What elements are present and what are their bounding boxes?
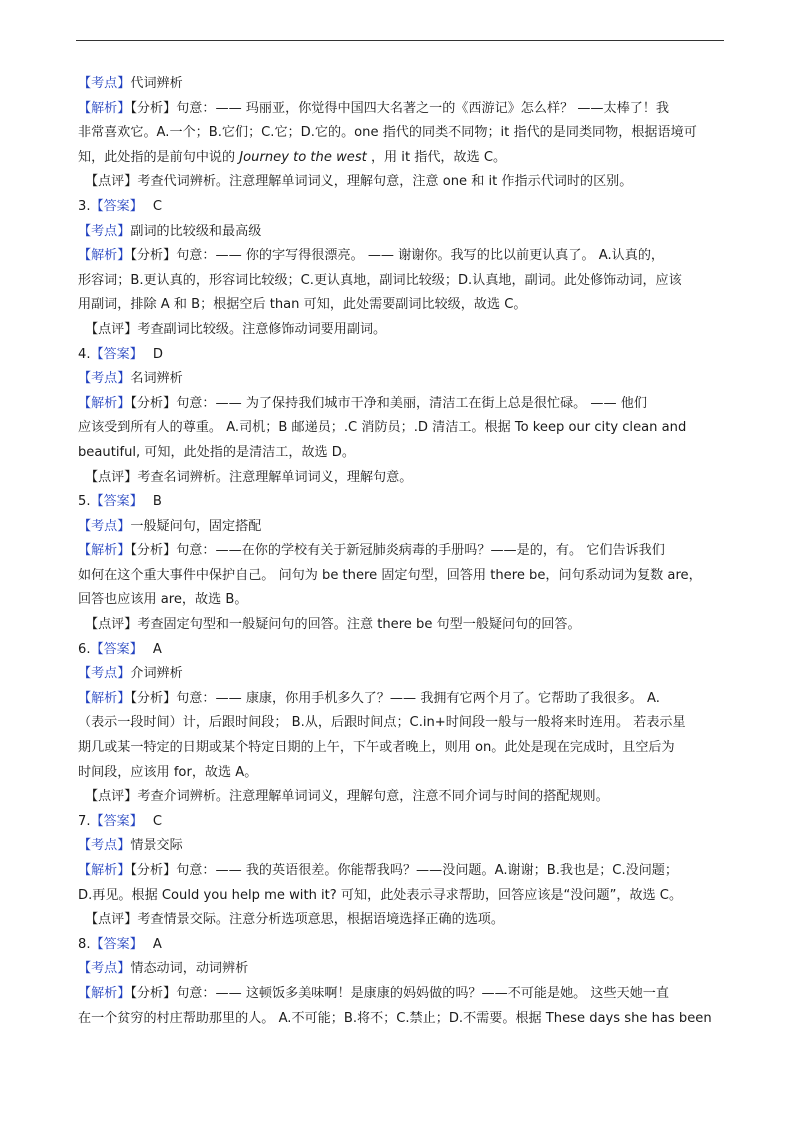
answer-explanations xyxy=(78,72,723,1031)
text-line xyxy=(78,564,723,589)
line-text: 非常喜欢它。A.一个；B.它们；C.它；D.它的。one 指代的同类不同物；it 指代的是同类同物，根据语境可 xyxy=(78,125,697,141)
question-number: 6. xyxy=(78,641,91,657)
line-text: 【点评】考查介词辨析。注意理解单词词义，理解句意，注意不同介词与时间的搭配规则。 xyxy=(85,789,609,805)
line-text: 知，此处指的是前句中说的 xyxy=(78,149,240,165)
text-line xyxy=(78,72,723,97)
question-number: 7. xyxy=(78,813,91,829)
text-line xyxy=(78,97,723,122)
text-line xyxy=(78,416,723,441)
text-line xyxy=(78,195,723,220)
section-tag: 【考点】 xyxy=(78,76,131,91)
line-text: （表示一段时间）计，后跟时间段； B.从，后跟时间点；C.in+时间段一般与一般将来时连用。 若表示星 xyxy=(78,715,686,731)
section-tag: 【考点】 xyxy=(78,223,131,239)
text-line xyxy=(78,269,723,294)
text-line xyxy=(78,121,723,146)
section-tag: 【解析】 xyxy=(78,985,131,1001)
section-tag: 【考点】 xyxy=(78,371,131,387)
text-line xyxy=(78,834,723,859)
text-line xyxy=(78,1007,723,1032)
text-line xyxy=(78,761,723,786)
section-tag: 【答案】 xyxy=(90,641,143,657)
line-text: 用副词，排除 A 和 B；根据空后 than 可知，此处需要副词比较级，故选 C。 xyxy=(78,297,527,313)
section-tag: 【解析】 xyxy=(78,395,131,411)
line-text: 【分析】句意：—— 康康，你用手机多久了？—— 我拥有它两个月了。它帮助了我很多。 A. xyxy=(130,690,660,706)
section-tag: 【答案】 xyxy=(90,936,143,952)
text-line xyxy=(78,318,723,343)
header-rule xyxy=(76,40,724,41)
line-text: 【点评】考查代词辨析。注意理解单词词义，理解句意，注意 one 和 it 作指示代词时的区别。 xyxy=(85,174,633,190)
text-line xyxy=(78,957,723,982)
text-line xyxy=(78,146,723,171)
section-tag: 【解析】 xyxy=(78,543,131,559)
text-line xyxy=(78,884,723,909)
answer-value: A xyxy=(152,936,162,952)
line-text: 【点评】考查副词比较级。注意修饰动词要用副词。 xyxy=(85,321,387,337)
text-line xyxy=(78,908,723,933)
line-text: 【分析】句意：—— 你的字写得很漂亮。 —— 谢谢你。我写的比以前更认真了。 A.认真的， xyxy=(130,248,665,264)
text-line xyxy=(78,367,723,392)
answer-value: D xyxy=(152,346,163,362)
line-text: 如何在这个重大事件中保护自己。 问句为 be there 固定句型，回答用 there be，问句系动词为复数 are， xyxy=(78,567,702,583)
text-line xyxy=(78,982,723,1007)
text-line xyxy=(78,588,723,613)
section-tag: 【考点】 xyxy=(78,838,131,854)
text-line xyxy=(78,392,723,417)
line-text: 【分析】句意：—— 我的英语很差。你能帮我吗？——没问题。A.谢谢；B.我也是；C.没问题； xyxy=(130,863,678,878)
line-text: 期几或某一特定的日期或某个特定日期的上午，下午或者晚上，则用 on。此处是现在完成时，且空后为 xyxy=(78,740,675,756)
question-number: 8. xyxy=(78,936,91,952)
section-tag: 【解析】 xyxy=(78,863,131,878)
text-line xyxy=(78,343,723,368)
text-line xyxy=(78,785,723,810)
text-line xyxy=(78,466,723,491)
section-tag: 【考点】 xyxy=(78,518,131,534)
question-number: 5. xyxy=(78,494,91,510)
line-text: 回答也应该用 are，故选 B。 xyxy=(78,592,248,608)
section-tag: 【答案】 xyxy=(90,813,143,829)
answer-value: A xyxy=(152,641,162,657)
section-tag: 【解析】 xyxy=(78,248,131,264)
line-text-tail: ，用 it 指代，故选 C。 xyxy=(366,149,507,165)
text-line xyxy=(78,441,723,466)
answer-value: B xyxy=(152,494,162,510)
line-text: 时间段，应该用 for，故选 A。 xyxy=(78,764,258,780)
line-text: D.再见。根据 Could you help me with it? 可知，此处表示寻求帮助，回答应该是“没问题”，故选 C。 xyxy=(78,887,683,903)
text-line xyxy=(78,687,723,712)
section-tag: 【答案】 xyxy=(90,198,143,214)
line-text: 副词的比较级和最高级 xyxy=(130,223,262,239)
text-line xyxy=(78,515,723,540)
line-text: 一般疑问句，固定搭配 xyxy=(130,518,262,534)
text-line xyxy=(78,220,723,245)
book-title: Journey to the west xyxy=(239,149,367,165)
line-text: 在一个贫穷的村庄帮助那里的人。 A.不可能；B.将不；C.禁止；D.不需要。根据 These days she has been xyxy=(78,1010,712,1026)
line-text: 情态动词，动词辨析 xyxy=(130,961,249,977)
text-line xyxy=(78,170,723,195)
line-text: 【分析】句意：—— 这顿饭多美味啊！是康康的妈妈做的吗？——不可能是她。 这些天她一直 xyxy=(130,985,669,1001)
section-tag: 【解析】 xyxy=(78,100,131,116)
text-line xyxy=(78,613,723,638)
line-text: beautiful, 可知，此处指的是清洁工，故选 D。 xyxy=(78,444,355,460)
line-text: 【点评】考查情景交际。注意分析选项意思，根据语境选择正确的选项。 xyxy=(85,912,504,928)
text-line xyxy=(78,539,723,564)
text-line xyxy=(78,662,723,687)
text-line xyxy=(78,810,723,835)
line-text: 名词辨析 xyxy=(130,371,183,387)
section-tag: 【考点】 xyxy=(78,961,131,977)
section-tag: 【考点】 xyxy=(78,666,131,682)
line-text: 形容词；B.更认真的，形容词比较级；C.更认真地，副词比较级；D.认真地，副词。此处修饰动词，应该 xyxy=(78,272,682,288)
section-tag: 【答案】 xyxy=(90,346,143,362)
line-text: 【分析】句意：—— 为了保持我们城市干净和美丽，清洁工在街上总是很忙碌。 —— 他们 xyxy=(130,395,647,411)
line-text: 介词辨析 xyxy=(130,666,183,682)
line-text: 代词辨析 xyxy=(130,76,183,91)
text-line xyxy=(78,490,723,515)
question-number: 3. xyxy=(78,198,91,214)
text-line xyxy=(78,736,723,761)
text-line xyxy=(78,859,723,884)
section-tag: 【解析】 xyxy=(78,690,131,706)
text-line xyxy=(78,293,723,318)
text-line xyxy=(78,933,723,958)
text-line xyxy=(78,711,723,736)
line-text: 【分析】句意：——在你的学校有关于新冠肺炎病毒的手册吗？——是的，有。 它们告诉我们 xyxy=(130,543,665,559)
line-text: 【分析】句意：—— 玛丽亚，你觉得中国四大名著之一的《西游记》怎么样？ ——太棒了！我 xyxy=(130,100,669,116)
answer-value: C xyxy=(152,198,163,214)
text-line xyxy=(78,638,723,663)
line-text: 应该受到所有人的尊重。 A.司机；B 邮递员；.C 消防员；.D 清洁工。根据 To keep our city clean and xyxy=(78,420,687,436)
text-line xyxy=(78,244,723,269)
question-number: 4. xyxy=(78,346,91,362)
line-text: 情景交际 xyxy=(130,838,183,854)
line-text: 【点评】考查名词辨析。注意理解单词词义，理解句意。 xyxy=(85,469,413,485)
line-text: 【点评】考查固定句型和一般疑问句的回答。注意 there be 句型一般疑问句的回答。 xyxy=(85,617,581,633)
answer-value: C xyxy=(152,813,163,829)
section-tag: 【答案】 xyxy=(90,494,143,510)
